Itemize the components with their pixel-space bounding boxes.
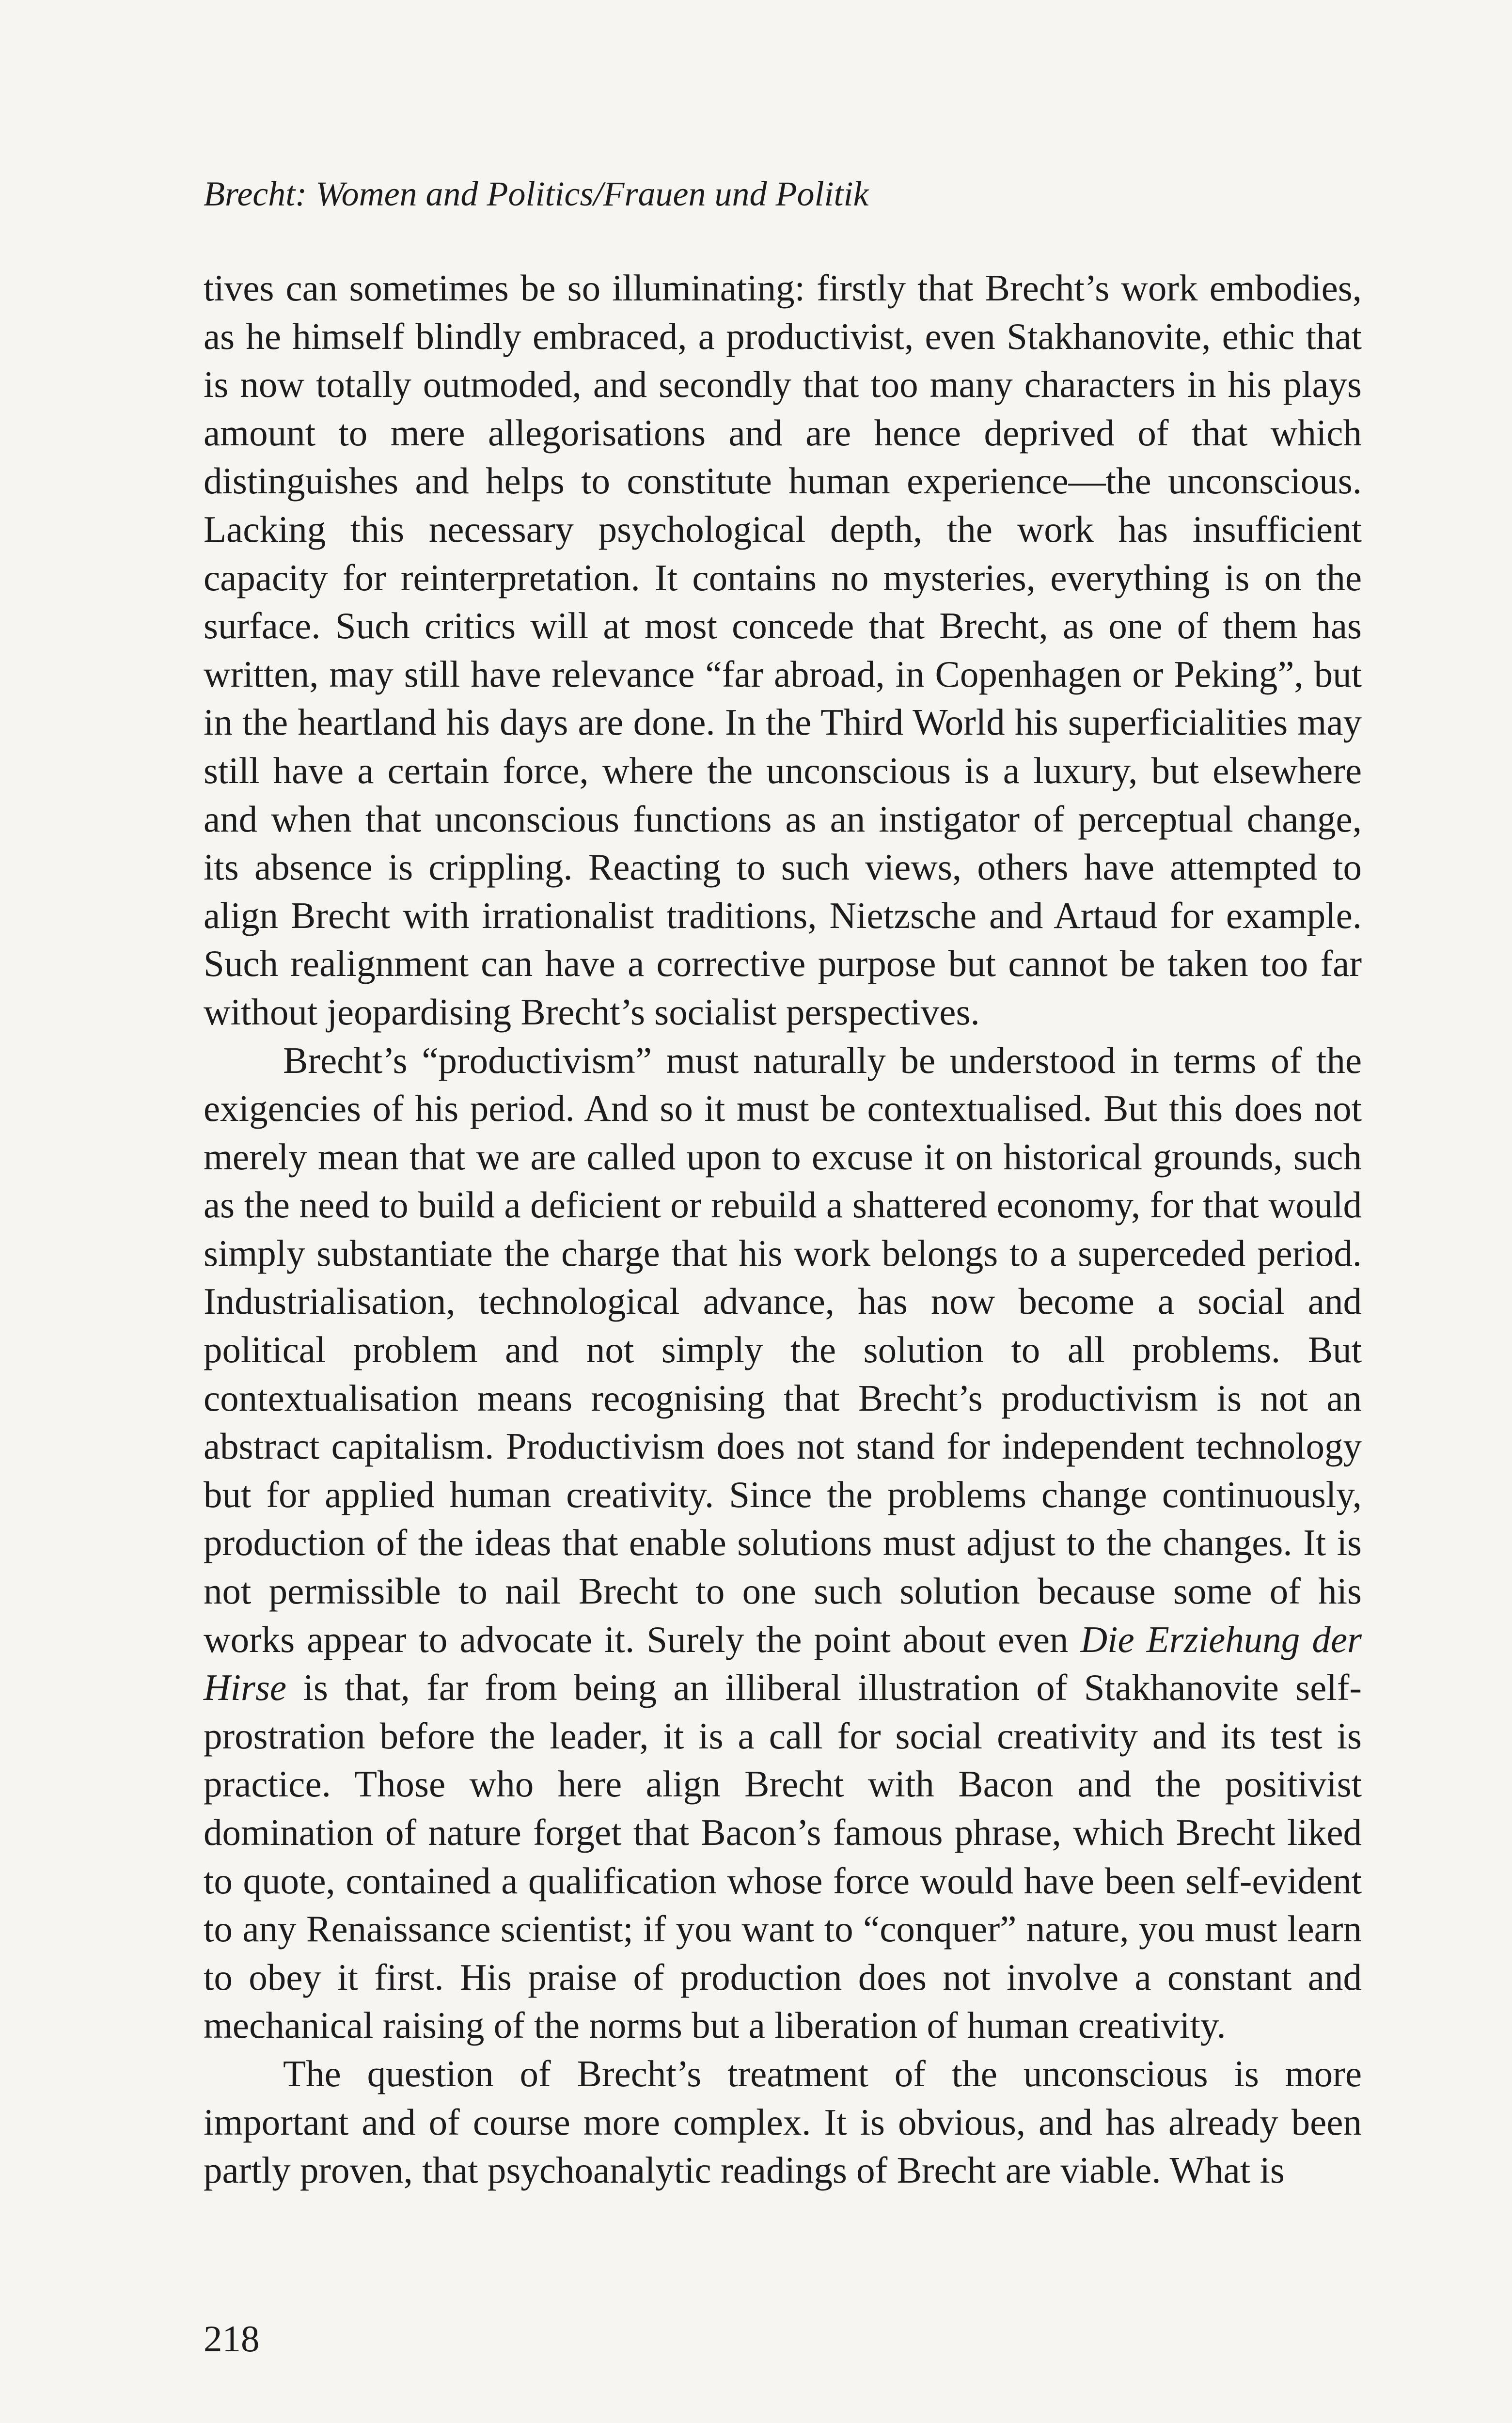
running-head <box>204 172 868 216</box>
paragraph-2 <box>204 1037 1362 2050</box>
paragraph-1: tives can sometimes be so illuminating: firstly that Brecht’s work embodies, as he himself blindly embraced, a productivist, even Stakhanovite, ethic that is now totally outmoded, and secondly that too many characters in his plays amount to mere allegorisations and are hence deprived of that which distinguishes and helps to constitute human experience—the unconscious. Lacking this necessary psychological depth, the work has insufficient capacity for reinterpretation. It contains no mysteries, everything is on the surface. Such critics will at most concede that Brecht, as one of them has written, may still have relevance “far abroad, in Copenhagen or Peking”, but in the heartland his days are done. In the Third World his superficialities may still have a certain force, where the unconscious is a luxury, but elsewhere and when that unconscious functions as an instigator of perceptual change, its absence is crippling. Reacting to such views, others have attempted to align Brecht with irrationalist traditions, Nietzsche and Artaud for example. Such realignment can have a corrective purpose but cannot be taken too far without jeopardising Brecht’s socialist perspectives. <box>204 267 1362 1033</box>
running-head-title: Women and Politics/Frauen und Politik <box>315 174 869 213</box>
body-text <box>204 264 1362 2195</box>
running-head-colon: : <box>295 174 316 213</box>
page-number: 218 <box>204 2318 260 2360</box>
book-page <box>204 0 1362 2423</box>
paragraph-3: The question of Brecht’s treatment of the unconscious is more important and of course more complex. It is obvious, and has already been partly proven, that psychoanalytic readings of Brecht are viable. What is <box>204 2052 1362 2191</box>
paragraph-2-work-title: Die Erziehung der Hirse <box>204 1618 1362 1709</box>
paragraph-2-after-title: is that, far from being an illiberal illustration of Stakhanovite self-prostration before the leader, it is a call for social creativity and its test is practice. Those who here align Brecht with Bacon and the positivist domination of nature forget that Bacon’s famous phrase, which Brecht liked to quote, contained a qualification whose force would have been self-evident to any Renaissance scientist; if you want to “conquer” nature, you must learn to obey it first. His praise of production does not involve a constant and mechanical raising of the norms but a liberation of human creativity. <box>204 1667 1362 2046</box>
paragraph-2-before-title: Brecht’s “productivism” must naturally be understood in terms of the exigencies of his period. And so it must be contextualised. But this does not merely mean that we are called upon to excuse it on historical grounds, such as the need to build a deficient or rebuild a shattered economy, for that would simply substantiate the charge that his work belongs to a superceded period. Industrialisation, technological advance, has now become a social and political problem and not simply the solution to all problems. But contextualisation means recognising that Brecht’s productivism is not an abstract capitalism. Productivism does not stand for independent technology but for applied human creativity. Since the problems change continuously, production of the ideas that enable solutions must adjust to the changes. It is not permissible to nail Brecht to one such solution because some of his works appear to advocate it. Surely the point about even <box>204 1039 1362 1660</box>
running-head-author: Brecht <box>204 174 296 213</box>
